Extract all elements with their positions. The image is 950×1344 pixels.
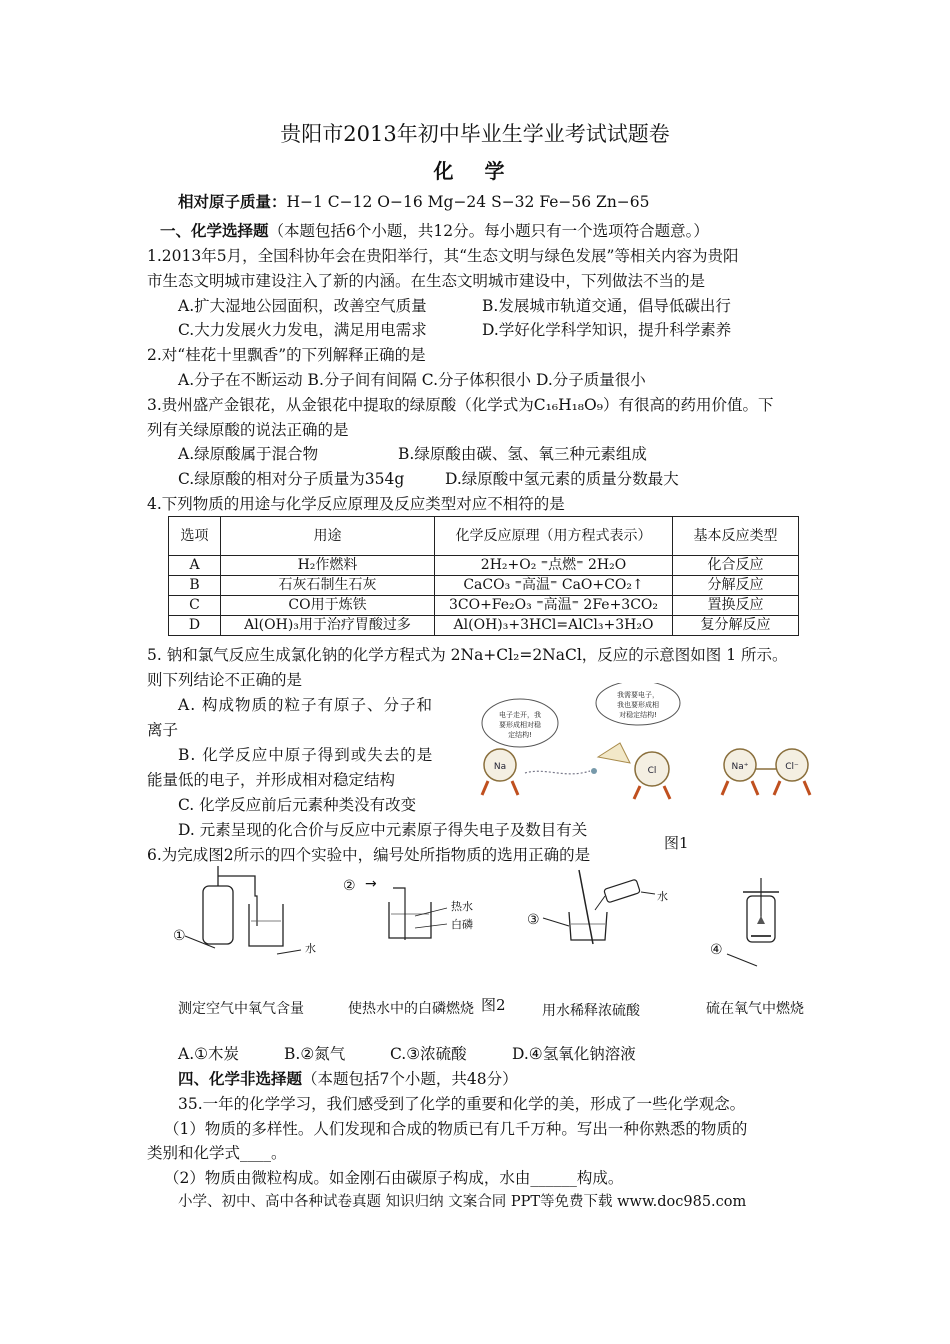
atomic-mass-values: H−1 C−12 O−16 Mg−24 S−32 Fe−56 Zn−65: [286, 193, 650, 211]
na-atom-label: Na: [493, 762, 507, 772]
table-cell: D: [169, 616, 221, 636]
bubble-right-text-1: 我需要电子，: [617, 691, 659, 699]
table-header-cell: 用途: [221, 517, 435, 556]
section1-heading: 一、化学选择题: [160, 221, 269, 240]
q1-option-a: A.扩大湿地公园面积，改善空气质量: [178, 297, 427, 315]
q6-stem: 6.为完成图2所示的四个实验中，编号处所指物质的选用正确的是: [147, 846, 591, 864]
table-cell: CO用于炼铁: [221, 596, 435, 616]
table-row: [169, 576, 799, 596]
label-water-3: 水: [657, 890, 668, 903]
bubble-right-text-3: 对稳定结构!: [619, 711, 657, 719]
table-row: [169, 596, 799, 616]
figure1-label: 图1: [664, 834, 689, 852]
section4-note: （本题包括7个小题，共48分）: [302, 1070, 518, 1088]
section4-heading: 四、化学非选择题: [178, 1069, 303, 1088]
q1-option-b: B.发展城市轨道交通，倡导低碳出行: [482, 297, 731, 315]
q3-stem-line2: 列有关绿原酸的说法正确的是: [147, 421, 349, 439]
table-cell: Al(OH)₃+3HCl=AlCl₃+3H₂O: [435, 616, 673, 636]
q35-part1-line2: 类别和化学式____。: [147, 1144, 287, 1162]
label-hot-water: 热水: [451, 900, 473, 913]
marker-4: ④: [710, 942, 723, 958]
section1-heading-row: [160, 220, 709, 242]
q1-stem-line2: 市生态文明城市建设注入了新的内涵。在生态文明城市建设中，下列做法不当的是: [147, 272, 706, 290]
exam-title: 贵阳市2013年初中毕业生学业考试试题卷: [280, 122, 670, 146]
label-water-1: 水: [305, 942, 316, 955]
table-cell: 置换反应: [673, 596, 799, 616]
marker-2: ②: [343, 878, 356, 894]
q1-option-c: C.大力发展火力发电，满足用电需求: [178, 321, 427, 339]
arrow-2: →: [365, 876, 377, 892]
label-white-phosphorus: 白磷: [451, 918, 473, 931]
q5-option-b-line1: B. 化学反应中原子得到或失去的是: [178, 746, 434, 764]
q2-options: A.分子在不断运动 B.分子间有间隔 C.分子体积很小 D.分子质量很小: [178, 371, 646, 389]
bubble-left-text-2: 要形成相对稳: [499, 721, 541, 729]
table-header-cell: 化学反应原理（用方程式表示）: [435, 517, 673, 556]
table-row: [169, 616, 799, 636]
table-row: [169, 556, 799, 576]
q3-option-a: A.绿原酸属于混合物: [178, 445, 319, 463]
table-cell: C: [169, 596, 221, 616]
q5-stem-line1: 5. 钠和氯气反应生成氯化钠的化学方程式为 2Na+Cl₂=2NaCl，反应的示意图如图 1 所示。: [147, 646, 788, 664]
figure2-illustration: [165, 866, 845, 976]
atomic-mass-row: [178, 191, 650, 213]
atomic-mass-label: 相对原子质量：: [178, 192, 287, 211]
q35-part2: （2）物质由微粒构成。如金刚石由碳原子构成，水由______构成。: [164, 1169, 624, 1187]
table-cell: 2H₂+O₂ ⁼点燃⁼ 2H₂O: [435, 556, 673, 576]
q5-option-d: D. 元素呈现的化合价与反应中元素原子得失电子及数目有关: [178, 821, 588, 839]
caption-exp1: 测定空气中氧气含量: [178, 1001, 304, 1017]
q35-part1-line1: （1）物质的多样性。人们发现和合成的物质已有几千万种。写出一种你熟悉的物质的: [164, 1120, 748, 1138]
table-cell: B: [169, 576, 221, 596]
section1-note: （本题包括6个小题，共12分。每小题只有一个选项符合题意。）: [268, 222, 709, 240]
q6-option-a: A.①木炭: [178, 1045, 240, 1063]
caption-exp2: 使热水中的白磷燃烧: [348, 1001, 474, 1017]
q5-option-a-line2: 离子: [147, 721, 179, 739]
q1-option-d: D.学好化学科学知识，提升科学素养: [482, 321, 732, 339]
q5-stem-line2: 则下列结论不正确的是: [147, 671, 303, 689]
table-cell: 复分解反应: [673, 616, 799, 636]
q3-option-c: C.绿原酸的相对分子质量为354g: [178, 470, 405, 488]
table-header-row: [169, 517, 799, 556]
figure2-label: 图2: [481, 996, 506, 1014]
q1-stem-line1: 1.2013年5月，全国科协年会在贵阳举行，其“生态文明与绿色发展”等相关内容为贵阳: [147, 247, 739, 265]
q2-stem: 2.对“桂花十里飘香”的下列解释正确的是: [147, 346, 426, 364]
q35-stem: 35.一年的化学学习，我们感受到了化学的重要和化学的美，形成了一些化学观念。: [178, 1095, 746, 1113]
marker-3: ③: [527, 912, 540, 928]
caption-exp3: 用水稀释浓硫酸: [542, 1003, 640, 1019]
q3-option-d: D.绿原酸中氢元素的质量分数最大: [445, 470, 679, 488]
table-cell: A: [169, 556, 221, 576]
q4-stem: 4.下列物质的用途与化学反应原理及反应类型对应不相符的是: [147, 495, 565, 513]
table-cell: Al(OH)₃用于治疗胃酸过多: [221, 616, 435, 636]
na-ion-label: Na⁺: [731, 762, 749, 772]
table-cell: 化合反应: [673, 556, 799, 576]
cl-atom-label: Cl: [647, 766, 657, 776]
figure1-illustration: [470, 683, 820, 803]
q6-option-b: B.②氮气: [284, 1045, 346, 1063]
bubble-left-text-3: 定结构!: [508, 731, 532, 739]
table-cell: H₂作燃料: [221, 556, 435, 576]
bubble-right-text-2: 我也要形成相: [617, 701, 659, 709]
q3-option-b: B.绿原酸由碳、氢、氧三种元素组成: [398, 445, 647, 463]
table-cell: 分解反应: [673, 576, 799, 596]
q5-option-a-line1: A. 构成物质的粒子有原子、分子和: [178, 696, 434, 714]
exam-subject: 化 学: [433, 159, 517, 183]
cl-ion-label: Cl⁻: [785, 762, 799, 772]
table-header-cell: 基本反应类型: [673, 517, 799, 556]
table-header-cell: 选项: [169, 517, 221, 556]
q6-option-c: C.③浓硫酸: [390, 1045, 467, 1063]
caption-exp4: 硫在氧气中燃烧: [706, 1001, 804, 1017]
q6-option-d: D.④氢氧化钠溶液: [512, 1045, 636, 1063]
reaction-table: [168, 516, 799, 636]
page-footer: 小学、初中、高中各种试卷真题 知识归纳 文案合同 PPT等免费下载 www.doc985.com: [178, 1194, 747, 1210]
marker-1: ①: [173, 928, 186, 944]
q5-option-b-line2: 能量低的电子，并形成相对稳定结构: [147, 771, 396, 789]
table-cell: 3CO+Fe₂O₃ ⁼高温⁼ 2Fe+3CO₂: [435, 596, 673, 616]
table-cell: 石灰石制生石灰: [221, 576, 435, 596]
table-cell: CaCO₃ ⁼高温⁼ CaO+CO₂↑: [435, 576, 673, 596]
q3-stem-line1: 3.贵州盛产金银花，从金银花中提取的绿原酸（化学式为C₁₆H₁₈O₉）有很高的药用价值。下: [147, 396, 774, 414]
bubble-left-text-1: 电子走开，我: [499, 711, 541, 719]
q5-option-c: C. 化学反应前后元素种类没有改变: [178, 796, 417, 814]
section4-heading-row: [178, 1068, 518, 1090]
